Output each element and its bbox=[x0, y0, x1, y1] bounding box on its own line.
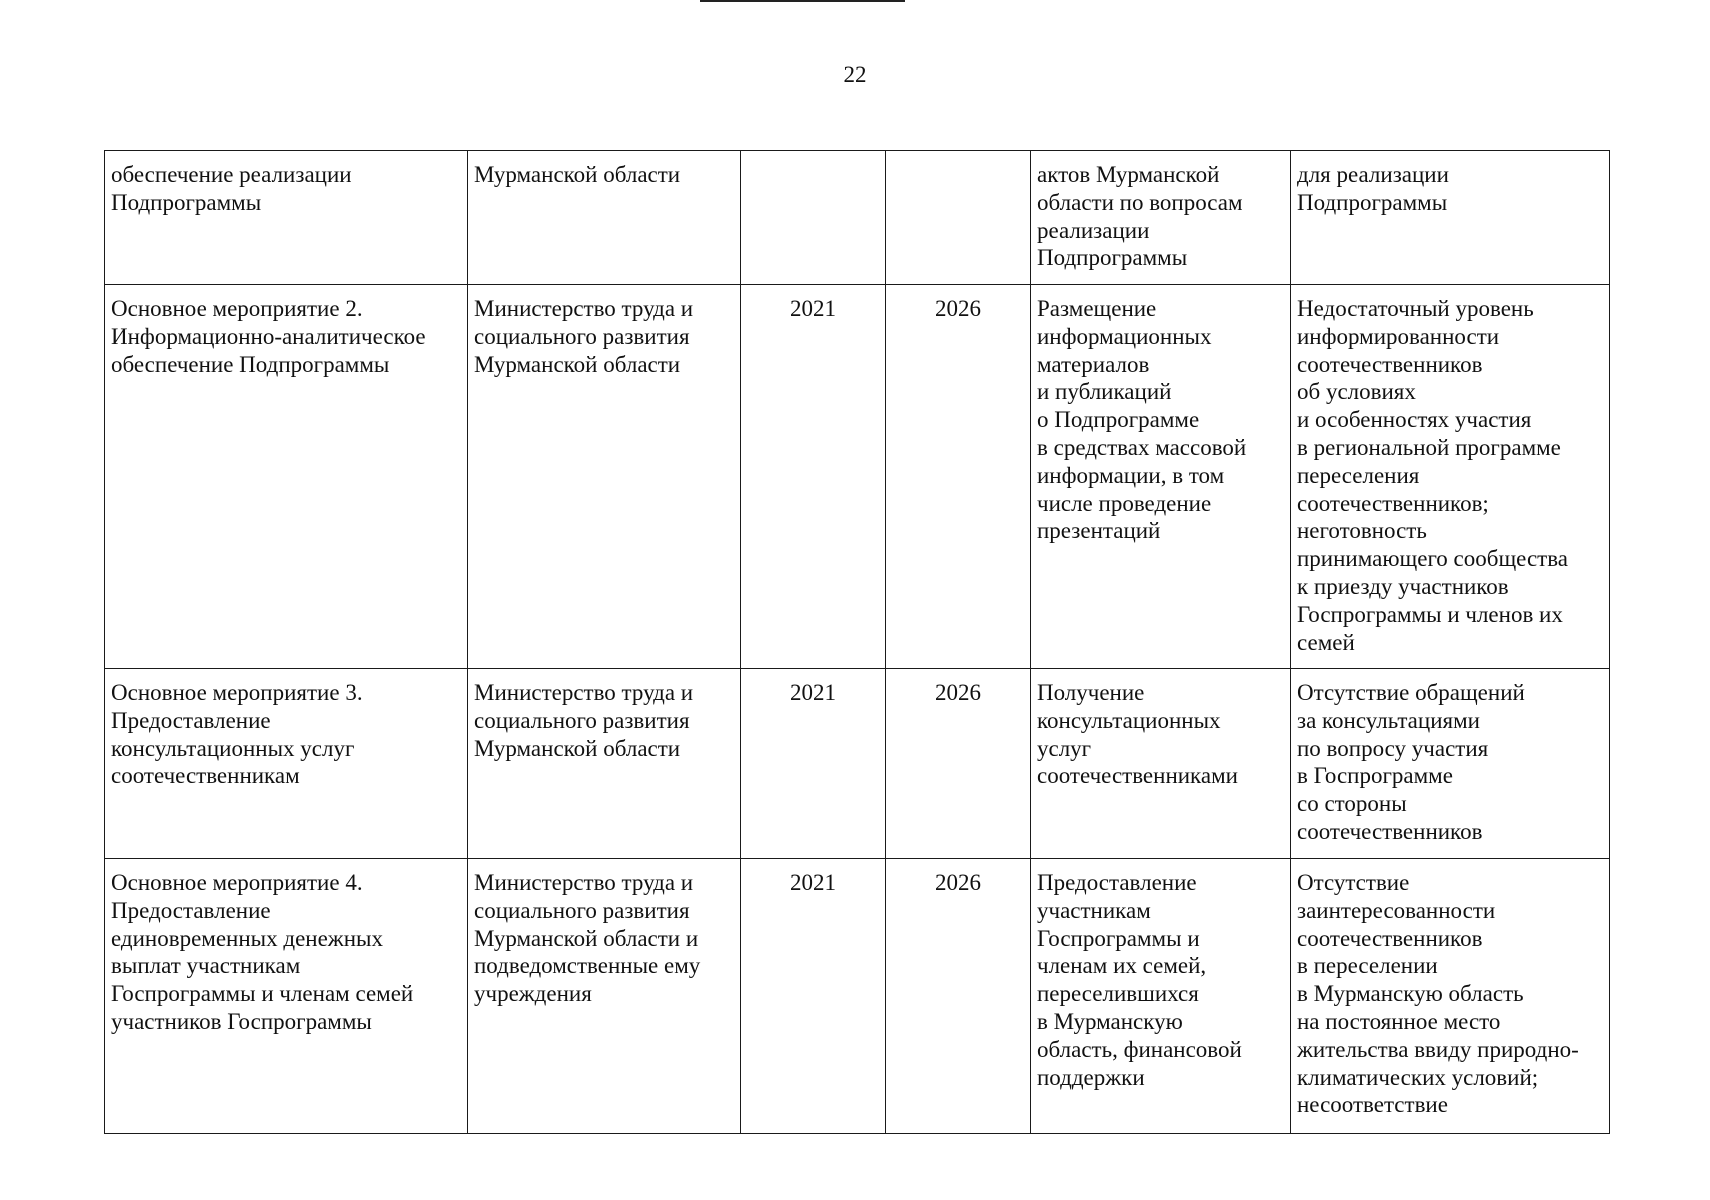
result-cell bbox=[1031, 859, 1291, 1134]
cell-line: презентаций bbox=[1037, 518, 1161, 544]
consequences-cell bbox=[1291, 859, 1610, 1134]
cell-line: переселившихся bbox=[1037, 981, 1199, 1007]
table-row bbox=[105, 669, 1610, 859]
cell-line: Мурманской области bbox=[474, 162, 681, 187]
executor-cell bbox=[468, 859, 741, 1134]
cell-line: социального развития bbox=[474, 707, 690, 733]
cell-line: материалов bbox=[1037, 351, 1150, 377]
cell-line: Подпрограммы bbox=[111, 189, 262, 215]
consequences-cell bbox=[1291, 669, 1610, 859]
cell-line: консультационных услуг bbox=[111, 735, 355, 761]
cell-line: Получение bbox=[1037, 680, 1145, 705]
activity-cell bbox=[105, 151, 468, 285]
cell-line: область, финансовой bbox=[1037, 1036, 1242, 1062]
result-cell bbox=[1031, 285, 1291, 669]
cell-line: об условиях bbox=[1297, 379, 1416, 405]
activity-cell bbox=[105, 859, 468, 1134]
cell-line: числе проведение bbox=[1037, 490, 1212, 516]
cell-line: Госпрограммы и членов их bbox=[1297, 601, 1563, 627]
executor-cell bbox=[468, 151, 741, 285]
cell-line: консультационных bbox=[1037, 707, 1221, 733]
cell-line: Мурманской области bbox=[474, 735, 681, 761]
cell-line: для реализации bbox=[1297, 162, 1449, 187]
cell-line: в средствах массовой bbox=[1037, 434, 1247, 460]
table-row bbox=[105, 859, 1610, 1134]
cell-line: Размещение bbox=[1037, 296, 1157, 321]
cell-line: по вопросу участия bbox=[1297, 735, 1489, 761]
cell-line: соотечественников bbox=[1297, 925, 1483, 951]
cell-line: заинтересованности bbox=[1297, 897, 1496, 923]
cell-line: соотечественников bbox=[1297, 351, 1483, 377]
cell-line: соотечественников; bbox=[1297, 490, 1489, 516]
cell-line: Основное мероприятие 3. bbox=[111, 680, 363, 705]
executor-cell bbox=[468, 669, 741, 859]
cell-line: участников Госпрограммы bbox=[111, 1008, 372, 1034]
cell-line: в Госпрограмме bbox=[1297, 763, 1453, 789]
cell-line: соотечественников bbox=[1297, 818, 1483, 844]
cell-line: подведомственные ему bbox=[474, 953, 701, 979]
start-year-cell bbox=[741, 151, 886, 285]
cell-line: к приезду участников bbox=[1297, 573, 1509, 599]
cell-line: принимающего сообщества bbox=[1297, 546, 1568, 572]
cell-line: жительства ввиду природно- bbox=[1297, 1036, 1579, 1062]
cell-line: услуг bbox=[1037, 735, 1092, 761]
activity-cell bbox=[105, 669, 468, 859]
end-year-cell: 2026 bbox=[886, 285, 1031, 669]
end-year-cell bbox=[886, 151, 1031, 285]
cell-line: в региональной программе bbox=[1297, 434, 1561, 460]
cell-line: за консультациями bbox=[1297, 707, 1480, 733]
cell-line: Подпрограммы bbox=[1037, 245, 1188, 271]
cell-line: Основное мероприятие 2. bbox=[111, 296, 363, 321]
cell-line: социального развития bbox=[474, 323, 690, 349]
cell-line: климатических условий; bbox=[1297, 1064, 1539, 1090]
cell-line: Предоставление bbox=[111, 707, 271, 733]
page-number: 22 bbox=[843, 62, 867, 87]
cell-line: Министерство труда и bbox=[474, 296, 694, 321]
cell-line: участникам bbox=[1037, 897, 1151, 923]
result-cell bbox=[1031, 669, 1291, 859]
start-year-cell: 2021 bbox=[741, 859, 886, 1134]
cell-line: Информационно-аналитическое bbox=[111, 323, 426, 349]
cell-line: в Мурманскую область bbox=[1297, 981, 1524, 1007]
cell-line: выплат участникам bbox=[111, 953, 301, 979]
cell-line: членам их семей, bbox=[1037, 953, 1207, 979]
cell-line: соотечественникам bbox=[111, 763, 300, 789]
consequences-cell bbox=[1291, 151, 1610, 285]
cell-line: Мурманской области и bbox=[474, 925, 699, 951]
cell-line: Госпрограммы и bbox=[1037, 925, 1200, 951]
cell-line: Предоставление bbox=[1037, 870, 1197, 895]
table-row bbox=[105, 151, 1610, 285]
end-year-cell: 2026 bbox=[886, 859, 1031, 1134]
cell-line: семей bbox=[1297, 629, 1355, 655]
cell-line: в Мурманскую bbox=[1037, 1008, 1183, 1034]
result-cell bbox=[1031, 151, 1291, 285]
cell-line: на постоянное место bbox=[1297, 1008, 1501, 1034]
cell-line: Предоставление bbox=[111, 897, 271, 923]
cell-line: несоответствие bbox=[1297, 1092, 1448, 1118]
scan-artifact-line bbox=[700, 0, 905, 2]
cell-line: и публикаций bbox=[1037, 379, 1172, 405]
cell-line: единовременных денежных bbox=[111, 925, 383, 951]
cell-line: Недостаточный уровень bbox=[1297, 296, 1534, 321]
cell-line: информационных bbox=[1037, 323, 1212, 349]
cell-line: социального развития bbox=[474, 897, 690, 923]
cell-line: переселения bbox=[1297, 462, 1420, 488]
consequences-cell bbox=[1291, 285, 1610, 669]
cell-line: и особенностях участия bbox=[1297, 407, 1532, 433]
cell-line: в переселении bbox=[1297, 953, 1438, 979]
cell-line: обеспечение Подпрограммы bbox=[111, 351, 390, 377]
table-row bbox=[105, 285, 1610, 669]
cell-line: поддержки bbox=[1037, 1064, 1145, 1090]
cell-line: Министерство труда и bbox=[474, 870, 694, 895]
cell-line: Основное мероприятие 4. bbox=[111, 870, 363, 895]
cell-line: учреждения bbox=[474, 981, 592, 1007]
end-year-cell: 2026 bbox=[886, 669, 1031, 859]
cell-line: Министерство труда и bbox=[474, 680, 694, 705]
cell-line: Отсутствие обращений bbox=[1297, 680, 1525, 705]
cell-line: со стороны bbox=[1297, 791, 1407, 817]
cell-line: актов Мурманской bbox=[1037, 162, 1220, 187]
program-activities-table bbox=[104, 150, 1610, 1134]
executor-cell bbox=[468, 285, 741, 669]
start-year-cell: 2021 bbox=[741, 285, 886, 669]
cell-line: Отсутствие bbox=[1297, 870, 1410, 895]
cell-line: Госпрограммы и членам семей bbox=[111, 981, 414, 1007]
cell-line: информации, в том bbox=[1037, 462, 1225, 488]
start-year-cell: 2021 bbox=[741, 669, 886, 859]
cell-line: информированности bbox=[1297, 323, 1500, 349]
cell-line: неготовность bbox=[1297, 518, 1427, 544]
cell-line: области по вопросам bbox=[1037, 189, 1243, 215]
cell-line: реализации bbox=[1037, 217, 1150, 243]
activity-cell bbox=[105, 285, 468, 669]
cell-line: Подпрограммы bbox=[1297, 189, 1448, 215]
cell-line: соотечественниками bbox=[1037, 763, 1238, 789]
cell-line: обеспечение реализации bbox=[111, 162, 352, 187]
cell-line: о Подпрограмме bbox=[1037, 407, 1200, 433]
cell-line: Мурманской области bbox=[474, 351, 681, 377]
